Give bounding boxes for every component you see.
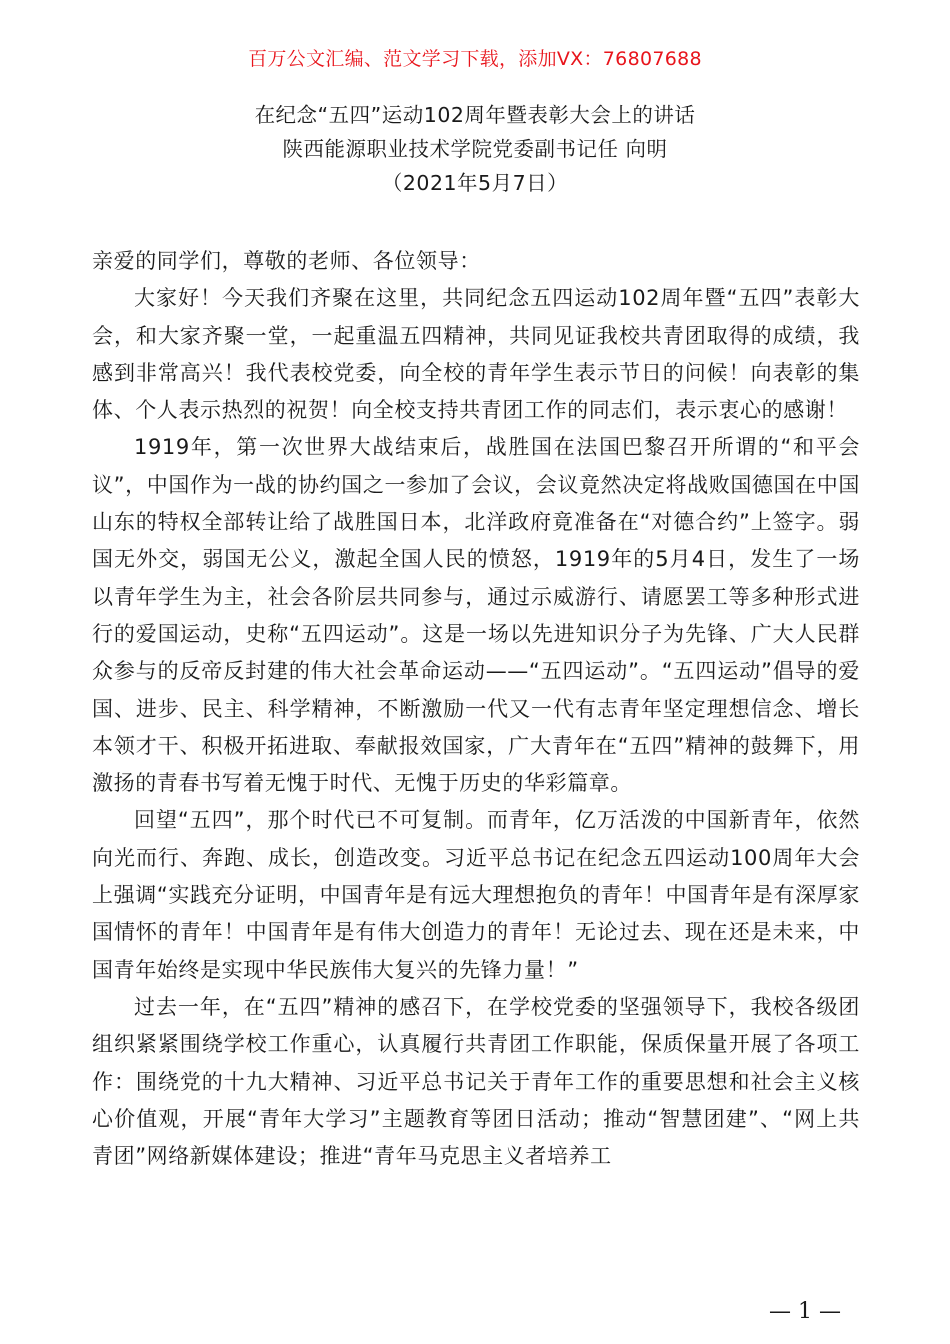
speech-title: 在纪念“五四”运动102周年暨表彰大会上的讲话 xyxy=(254,103,696,127)
paragraph: 1919年，第一次世界大战结束后，战胜国在法国巴黎召开所谓的“和平会议”，中国作为一战的协约国之一参加了会议，会议竟然决定将战败国德国在中国山东的特权全部转让给了战胜国日本，北洋政府竟准备在“对德合约”上签字。弱国无外交，弱国无公义，激起全国人民的愤怒，1919年的5月4日，发生了一场以青年学生为主，社会各阶层共同参与，通过示威游行、请愿罢工等多种形式进行的爱国运动，史称“五四运动”。这是一场以先进知识分子为先锋、广大人民群众参与的反帝反封建的伟大社会革命运动——“五四运动”。“五四运动”倡导的爱国、进步、民主、科学精神，不断激励一代又一代有志青年坚定理想信念、增长本领才干、积极开拓进取、奉献报效国家，广大青年在“五四”精神的鼓舞下，用激扬的青春书写着无愧于时代、无愧于历史的华彩篇章。 xyxy=(92,435,860,796)
paragraph: 过去一年，在“五四”精神的感召下，在学校党委的坚强领导下，我校各级团组织紧紧围绕学校工作重心，认真履行共青团工作职能，保质保量开展了各项工作：围绕党的十九大精神、习近平总书记关于青年工作的重要思想和社会主义核心价值观，开展“青年大学习”主题教育等团日活动；推动“智慧团建”、“网上共青团”网络新媒体建设；推进“青年马克思主义者培养工 xyxy=(92,994,860,1169)
speech-date: （2021年5月7日） xyxy=(381,171,569,195)
header-note: 百万公文汇编、范文学习下载，添加VX：76807688 xyxy=(248,48,702,70)
speech-body xyxy=(92,243,860,1175)
page-number: — 1 — xyxy=(769,1299,841,1324)
title-block xyxy=(0,98,950,200)
paragraph: 大家好！今天我们齐聚在这里，共同纪念五四运动102周年暨“五四”表彰大会，和大家齐聚一堂，一起重温五四精神，共同见证我校共青团取得的成绩，我感到非常高兴！我代表校党委，向全校的青年学生表示节日的问候！向表彰的集体、个人表示热烈的祝贺！向全校支持共青团工作的同志们，表示衷心的感谢！ xyxy=(92,286,860,423)
salutation: 亲爱的同学们，尊敬的老师、各位领导： xyxy=(92,249,481,273)
paragraph: 回望“五四”，那个时代已不可复制。而青年，亿万活泼的中国新青年，依然向光而行、奔跑、成长，创造改变。习近平总书记在纪念五四运动100周年大会上强调“实践充分证明，中国青年是有远大理想抱负的青年！中国青年是有深厚家国情怀的青年！中国青年是有伟大创造力的青年！无论过去、现在还是未来，中国青年始终是实现中华民族伟大复兴的先锋力量！” xyxy=(92,808,860,982)
speaker-line: 陕西能源职业技术学院党委副书记任 向明 xyxy=(282,137,668,161)
